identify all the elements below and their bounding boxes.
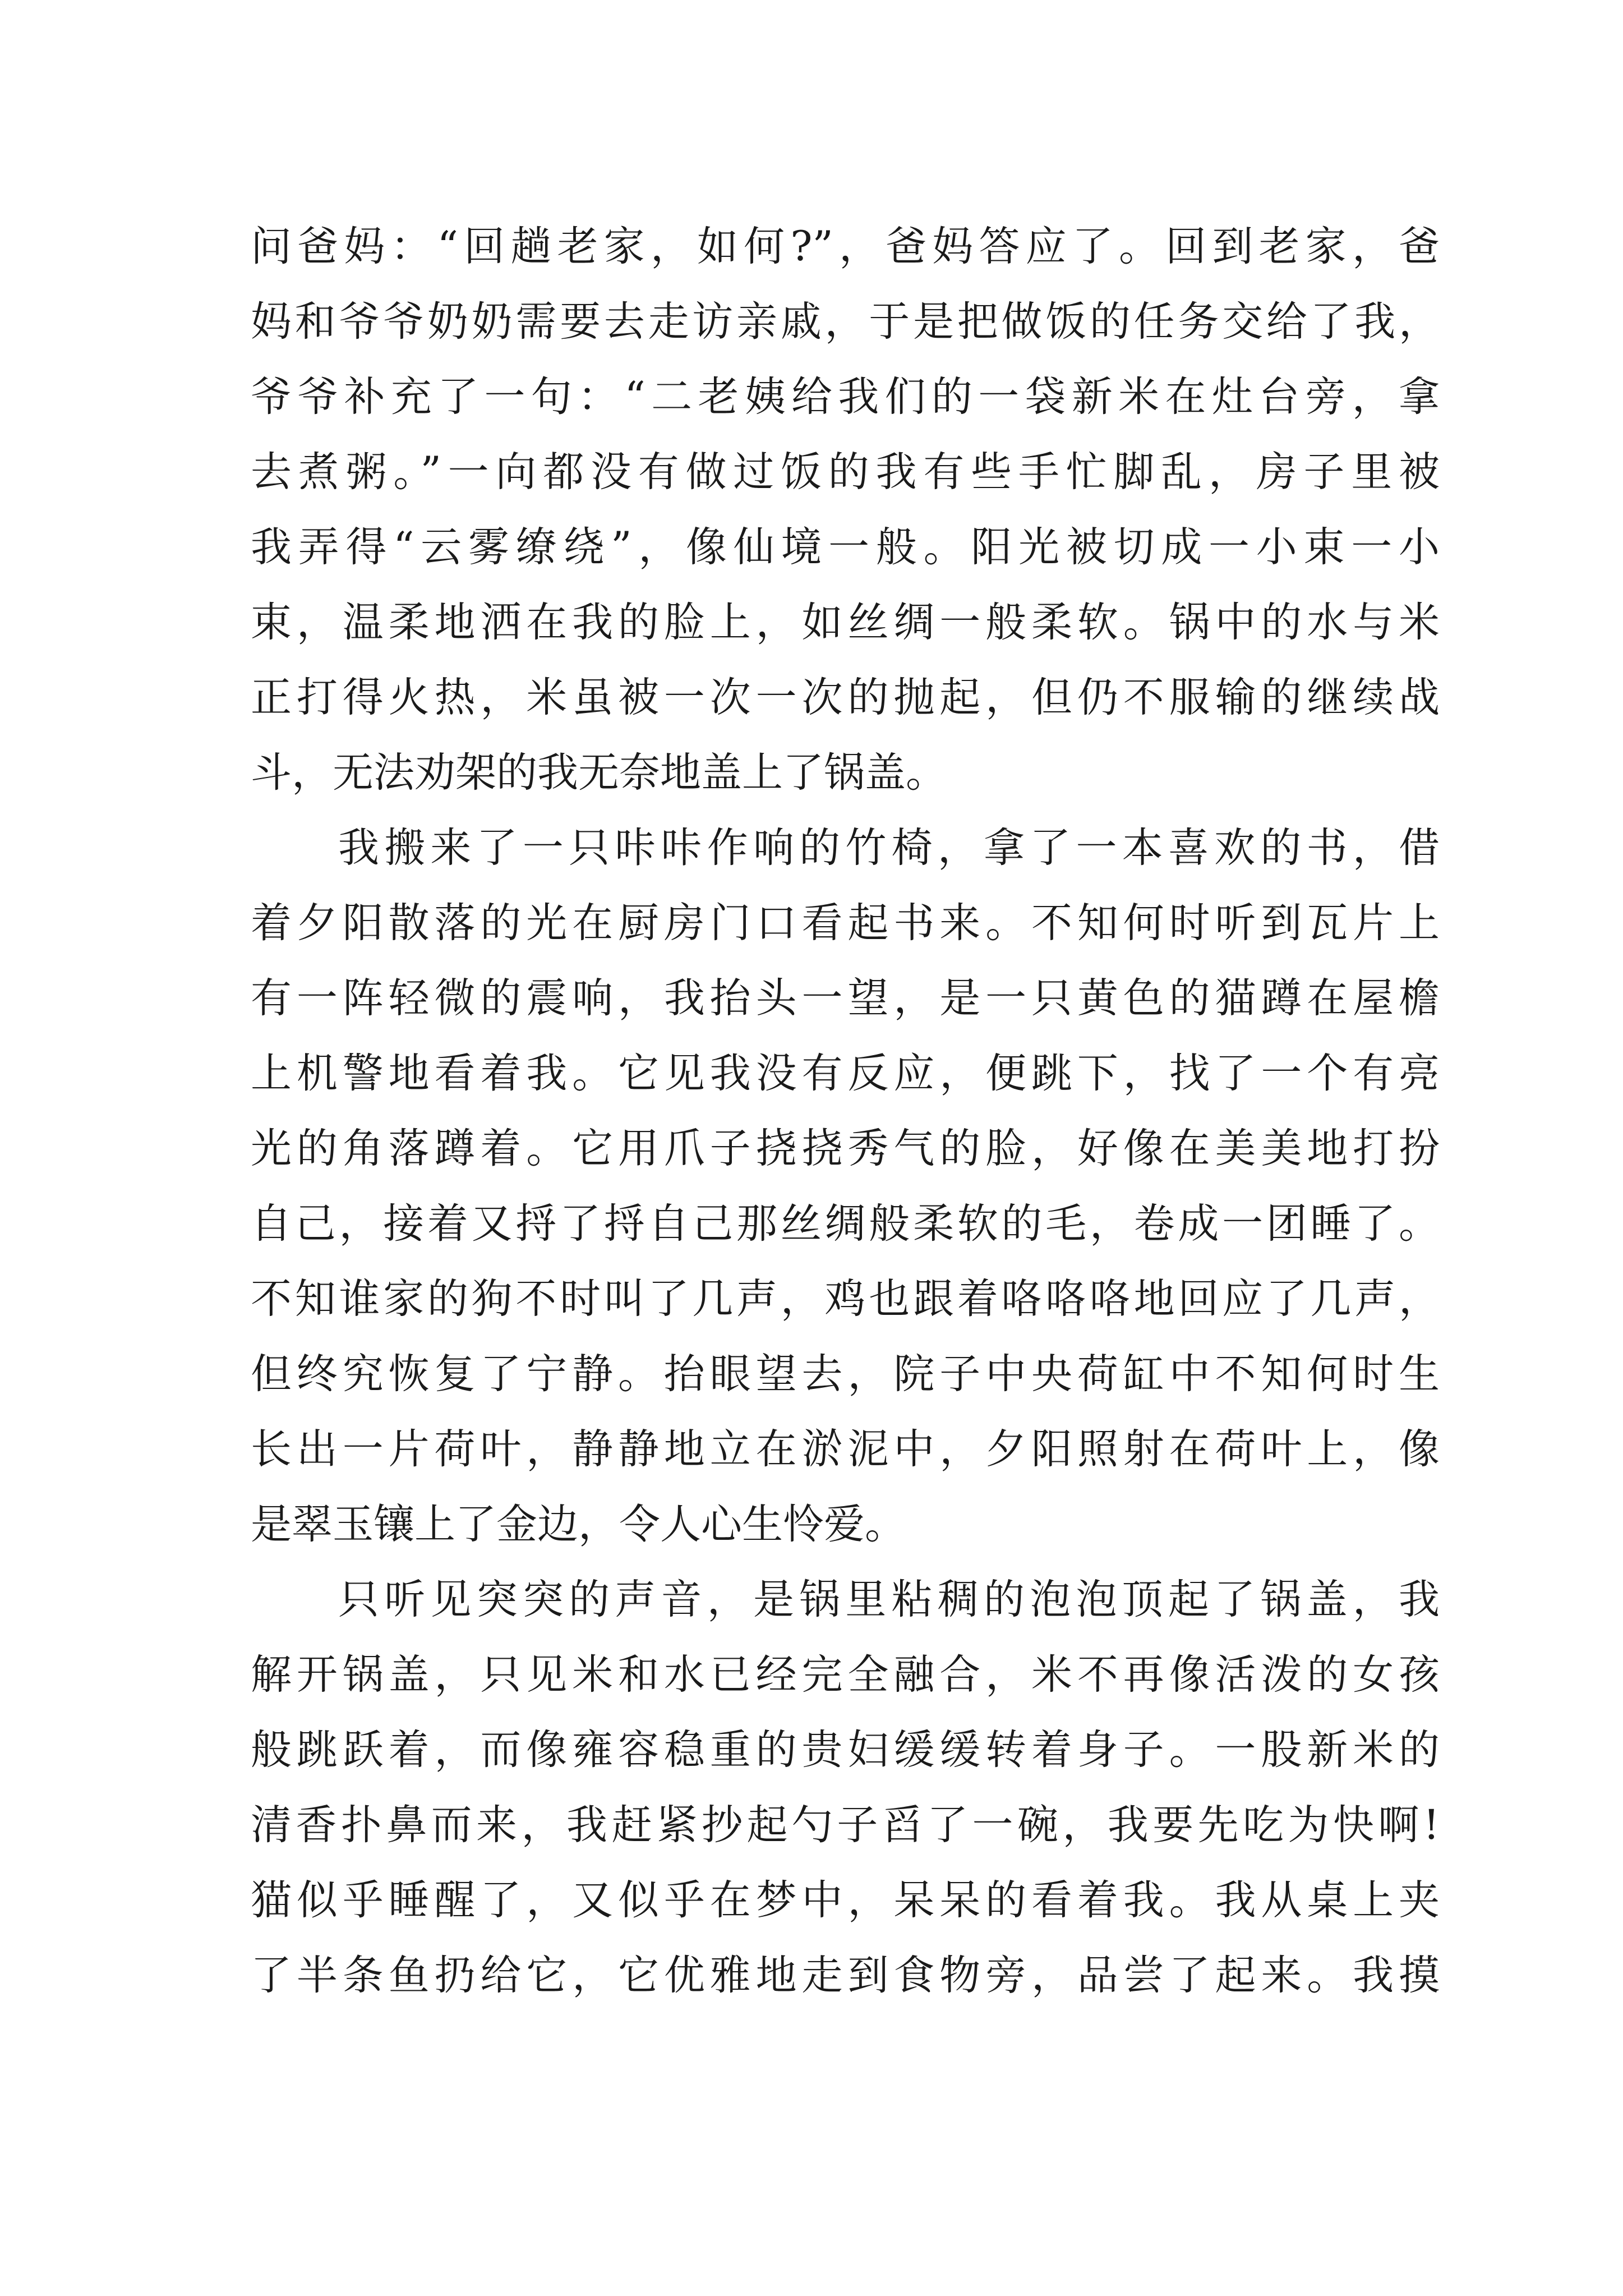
text-line: 自己，接着又捋了捋自己那丝绸般柔软的毛，卷成一团睡了。 (251, 1200, 1440, 1248)
text-line: 上机警地看着我。它见我没有反应，便跳下，找了一个有亮 (251, 1050, 1440, 1097)
text-line: 清香扑鼻而来，我赶紧抄起勺子舀了一碗，我要先吃为快啊! (251, 1801, 1440, 1849)
text-line: 去煮粥。”一向都没有做过饭的我有些手忙脚乱，房子里被 (251, 448, 1440, 496)
text-line: 但终究恢复了宁静。抬眼望去，院子中央荷缸中不知何时生 (251, 1350, 1440, 1398)
paragraph-first-line: 我搬来了一只咔咔作响的竹椅，拿了一本喜欢的书，借 (338, 824, 1440, 872)
text-line: 是翠玉镶上了金边，令人心生怜爱。 (251, 1501, 906, 1548)
text-line: 正打得火热，米虽被一次一次的抛起，但仍不服输的继续战 (251, 674, 1440, 721)
paragraph-first-line: 只听见突突的声音，是锅里粘稠的泡泡顶起了锅盖，我 (338, 1576, 1440, 1623)
text-line: 问爸妈：“回趟老家，如何?”，爸妈答应了。回到老家，爸 (251, 223, 1440, 270)
text-line: 了半条鱼扔给它，它优雅地走到食物旁，品尝了起来。我摸 (251, 1952, 1440, 1999)
text-line: 有一阵轻微的震响，我抬头一望，是一只黄色的猫蹲在屋檐 (251, 974, 1440, 1022)
text-line: 爷爷补充了一句：“二老姨给我们的一袋新米在灶台旁，拿 (251, 373, 1440, 421)
text-line: 束，温柔地洒在我的脸上，如丝绸一般柔软。锅中的水与米 (251, 599, 1440, 646)
text-line: 解开锅盖，只见米和水已经完全融合，米不再像活泼的女孩 (251, 1651, 1440, 1699)
text-line: 斗，无法劝架的我无奈地盖上了锅盖。 (251, 749, 947, 797)
text-line: 妈和爷爷奶奶需要去走访亲戚，于是把做饭的任务交给了我， (251, 298, 1440, 346)
text-line: 猫似乎睡醒了，又似乎在梦中，呆呆的看着我。我从桌上夹 (251, 1876, 1440, 1924)
text-line: 般跳跃着，而像雍容稳重的贵妇缓缓转着身子。一股新米的 (251, 1726, 1440, 1774)
text-line: 不知谁家的狗不时叫了几声，鸡也跟着咯咯咯地回应了几声， (251, 1275, 1440, 1323)
text-line: 着夕阳散落的光在厨房门口看起书来。不知何时听到瓦片上 (251, 899, 1440, 947)
text-line: 长出一片荷叶，静静地立在淤泥中，夕阳照射在荷叶上，像 (251, 1425, 1440, 1473)
text-line: 光的角落蹲着。它用爪子挠挠秀气的脸，好像在美美地打扮 (251, 1125, 1440, 1172)
text-line: 我弄得“云雾缭绕”，像仙境一般。阳光被切成一小束一小 (251, 523, 1440, 571)
